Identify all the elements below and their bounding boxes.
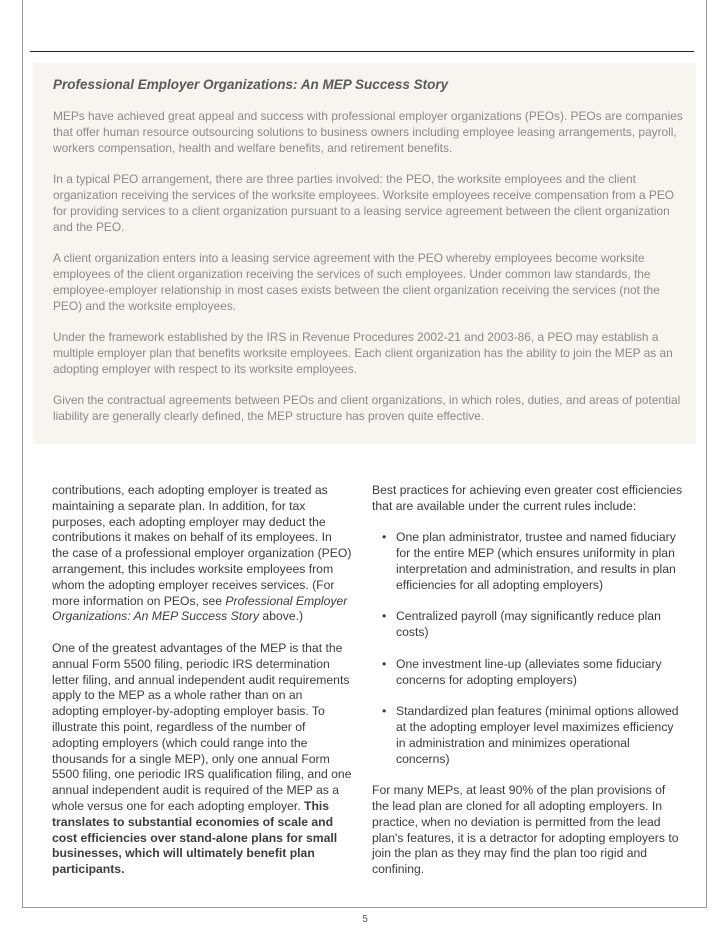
callout-paragraph: In a typical PEO arrangement, there are three parties involved: the PEO, the worksite employees and the client organization receiving the services of the worksite employees. Worksite employees receive compensation from a PEO for providing services to a client organization pursuant to a leasing service agreement between the client organization and the PEO. xyxy=(53,172,675,234)
bullet-icon: • xyxy=(382,609,387,624)
list-item xyxy=(372,704,684,767)
page-frame-left xyxy=(22,0,23,908)
callout-title: Professional Employer Organizations: An MEP Success Story xyxy=(53,77,449,92)
left-p2-emphasis: This translates to substantial economies of scale and cost efficiencies over stand-alone plans for small businesses, which will ultimately benefit plan participants. xyxy=(52,798,338,877)
page-frame-bottom xyxy=(22,907,707,908)
left-p1-tail: above.) xyxy=(259,609,304,624)
callout-paragraph: MEPs have achieved great appeal and success with professional employer organizations (PEOs). PEOs are companies that offer human resource outsourcing solutions to business owners including employee leasing arrangements, payroll, workers compensation, health and welfare benefits, and retirement benefits. xyxy=(53,109,683,155)
left-p1-text: contributions, each adopting employer is treated as maintaining a separate plan. In addition, for tax purposes, each adopting employer may deduct the contributions it makes on behalf of its employees. In the case of a professional employer organization (PEO) arrangement, this includes worksite employees from whom the adopting employer receives services. (For more information on PEOs, see xyxy=(52,483,352,608)
page-frame-right xyxy=(706,0,707,908)
bullet-icon: • xyxy=(382,656,387,671)
list-item-text: One plan administrator, trustee and named fiduciary for the entire MEP (which ensures uniformity in plan interpretation and administration, and results in plan efficiencies for all adopting employers) xyxy=(396,530,676,592)
left-p2-text: One of the greatest advantages of the MEP is that the annual Form 5500 filing, periodic IRS determination letter filing, and annual independent audit requirements apply to the MEP as a whole rather than on an adopting employer-by-adopting employer basis. To illustrate this point, regardless of the number of adopting employers (which could range into the thousands for a single MEP), only one annual Form 5500 filing, one periodic IRS qualification filing, and one annual independent audit is required of the MEP as a whole versus one for each adopting employer. xyxy=(52,640,352,813)
callout-body xyxy=(53,109,683,441)
right-intro: Best practices for achieving even greater cost efficiencies that are available under the current rules include: xyxy=(372,483,683,513)
list-item xyxy=(372,530,684,593)
bullet-icon: • xyxy=(382,530,387,545)
best-practices-list xyxy=(372,530,684,767)
header-rule xyxy=(30,51,694,52)
peo-callout-box xyxy=(33,63,696,444)
list-item-text: Standardized plan features (minimal options allowed at the adopting employer level maximizes efficiency in administration and minimizes operational concerns) xyxy=(396,704,679,766)
callout-paragraph: Under the framework established by the IRS in Revenue Procedures 2002-21 and 2003-86, a PEO may establish a multiple employer plan that benefits worksite employees. Each client organization has the ability to join the MEP as an adopting employer with respect to its worksite employees. xyxy=(53,330,673,376)
callout-paragraph: A client organization enters into a leasing service agreement with the PEO whereby employees become worksite employees of the client organization receiving the services of such employees. Under common law standards, the employee-employer relationship in most cases exists between the client organization receiving the services (not the PEO) and the worksite employees. xyxy=(53,251,660,313)
list-item-text: One investment line-up (alleviates some fiduciary concerns for adopting employers) xyxy=(396,656,662,687)
list-item-text: Centralized payroll (may significantly reduce plan costs) xyxy=(396,609,661,640)
callout-paragraph: Given the contractual agreements between PEOs and client organizations, in which roles, duties, and areas of potential liability are generally clearly defined, the MEP structure has proven quite effective. xyxy=(53,393,681,424)
left-paragraph-1 xyxy=(52,483,352,625)
list-item xyxy=(372,657,684,689)
list-item xyxy=(372,609,684,641)
left-paragraph-2 xyxy=(52,641,352,878)
right-column xyxy=(372,483,684,894)
page-number: 5 xyxy=(362,914,368,925)
callout-reference: Professional Employer Organizations: An MEP Success Story xyxy=(52,593,348,624)
left-column xyxy=(52,483,352,894)
right-closing: For many MEPs, at least 90% of the plan provisions of the lead plan are cloned for all adopting employers. In practice, when no deviation is permitted from the lead plan's features, it is a detractor for adopting employers to join the plan as they may find the plan too rigid and confining. xyxy=(372,783,679,877)
bullet-icon: • xyxy=(382,704,387,719)
